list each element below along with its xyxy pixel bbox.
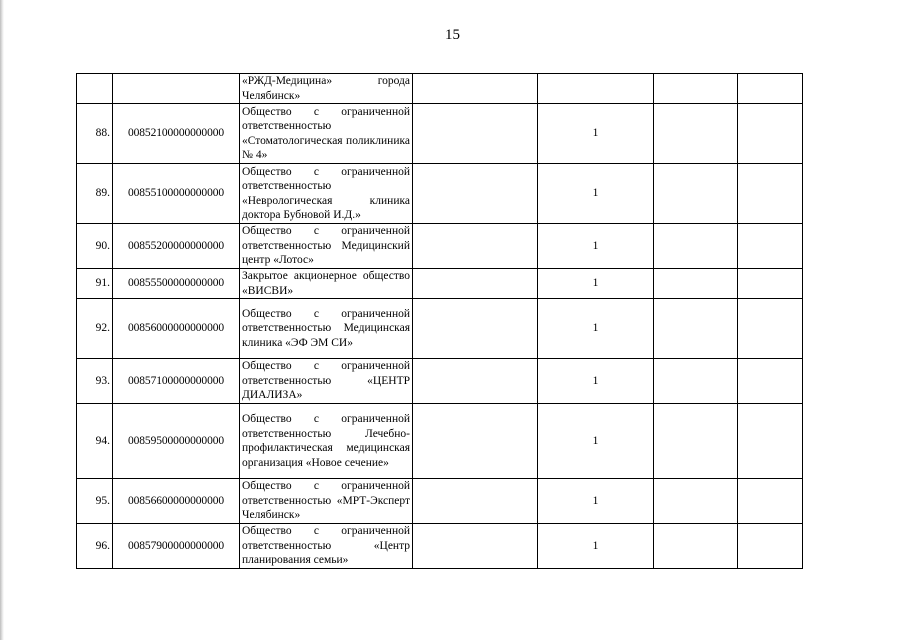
empty-cell [738, 479, 803, 524]
table-body [77, 74, 803, 569]
empty-cell [654, 479, 738, 524]
organization-name-cell: Общество с ограниченной ответственностью Медицинская клиника «ЭФ ЭМ СИ» [240, 299, 413, 359]
registry-code-cell: 00856000000000000 [113, 299, 240, 359]
registry-code-cell: 00855100000000000 [113, 164, 240, 224]
quantity-cell [538, 74, 654, 104]
row-number-cell: 89. [77, 164, 113, 224]
empty-cell [654, 404, 738, 479]
empty-cell [738, 359, 803, 404]
registry-code-cell: 00855500000000000 [113, 269, 240, 299]
empty-cell [654, 74, 738, 104]
organization-name-cell: Общество с ограниченной ответственностью Лечебно-профилактическая медицинская организация «Новое сечение» [240, 404, 413, 479]
empty-cell [413, 74, 538, 104]
quantity-cell: 1 [538, 269, 654, 299]
registry-code-cell: 00857100000000000 [113, 359, 240, 404]
page-edge-shadow [0, 0, 4, 640]
table-row [77, 404, 803, 479]
organization-name-cell: Общество с ограниченной ответственностью «ЦЕНТР ДИАЛИЗА» [240, 359, 413, 404]
row-number-cell: 95. [77, 479, 113, 524]
table-row [77, 224, 803, 269]
empty-cell [738, 404, 803, 479]
empty-cell [738, 299, 803, 359]
organization-name-cell: Общество с ограниченной ответственностью «МРТ-Эксперт Челябинск» [240, 479, 413, 524]
row-number-cell: 93. [77, 359, 113, 404]
organization-name-cell: Общество с ограниченной ответственностью «Неврологическая клиника доктора Бубновой И.Д.» [240, 164, 413, 224]
row-number-cell: 92. [77, 299, 113, 359]
quantity-cell: 1 [538, 524, 654, 569]
empty-cell [654, 104, 738, 164]
quantity-cell: 1 [538, 224, 654, 269]
table-row [77, 104, 803, 164]
empty-cell [413, 479, 538, 524]
quantity-cell: 1 [538, 359, 654, 404]
empty-cell [413, 224, 538, 269]
quantity-cell: 1 [538, 104, 654, 164]
table-row [77, 299, 803, 359]
table-row [77, 74, 803, 104]
page-number: 15 [445, 27, 460, 43]
empty-cell [413, 104, 538, 164]
quantity-cell: 1 [538, 299, 654, 359]
empty-cell [413, 359, 538, 404]
quantity-cell: 1 [538, 479, 654, 524]
empty-cell [654, 299, 738, 359]
row-number-cell: 90. [77, 224, 113, 269]
empty-cell [413, 524, 538, 569]
organization-name-cell: Закрытое акционерное общество «ВИСВИ» [240, 269, 413, 299]
row-number-cell: 94. [77, 404, 113, 479]
empty-cell [413, 299, 538, 359]
registry-table [76, 73, 803, 569]
organization-name-cell: «РЖД-Медицина» города Челябинск» [240, 74, 413, 104]
table-row [77, 269, 803, 299]
registry-code-cell: 00856600000000000 [113, 479, 240, 524]
row-number-cell: 91. [77, 269, 113, 299]
quantity-cell: 1 [538, 404, 654, 479]
empty-cell [738, 524, 803, 569]
table-row [77, 524, 803, 569]
empty-cell [738, 104, 803, 164]
empty-cell [413, 404, 538, 479]
registry-code-cell: 00859500000000000 [113, 404, 240, 479]
empty-cell [738, 164, 803, 224]
table-row [77, 359, 803, 404]
empty-cell [654, 224, 738, 269]
empty-cell [654, 164, 738, 224]
registry-code-cell: 00857900000000000 [113, 524, 240, 569]
organization-name-cell: Общество с ограниченной ответственностью Медицинский центр «Лотос» [240, 224, 413, 269]
row-number-cell: 88. [77, 104, 113, 164]
table-row [77, 479, 803, 524]
empty-cell [654, 359, 738, 404]
empty-cell [413, 269, 538, 299]
organization-name-cell: Общество с ограниченной ответственностью «Центр планирования семьи» [240, 524, 413, 569]
empty-cell [413, 164, 538, 224]
registry-code-cell [113, 74, 240, 104]
empty-cell [738, 269, 803, 299]
row-number-cell: 96. [77, 524, 113, 569]
empty-cell [738, 74, 803, 104]
table-row [77, 164, 803, 224]
empty-cell [654, 524, 738, 569]
empty-cell [738, 224, 803, 269]
quantity-cell: 1 [538, 164, 654, 224]
row-number-cell [77, 74, 113, 104]
registry-code-cell: 00855200000000000 [113, 224, 240, 269]
empty-cell [654, 269, 738, 299]
registry-code-cell: 00852100000000000 [113, 104, 240, 164]
organization-name-cell: Общество с ограниченной ответственностью «Стоматологическая поликлиника № 4» [240, 104, 413, 164]
